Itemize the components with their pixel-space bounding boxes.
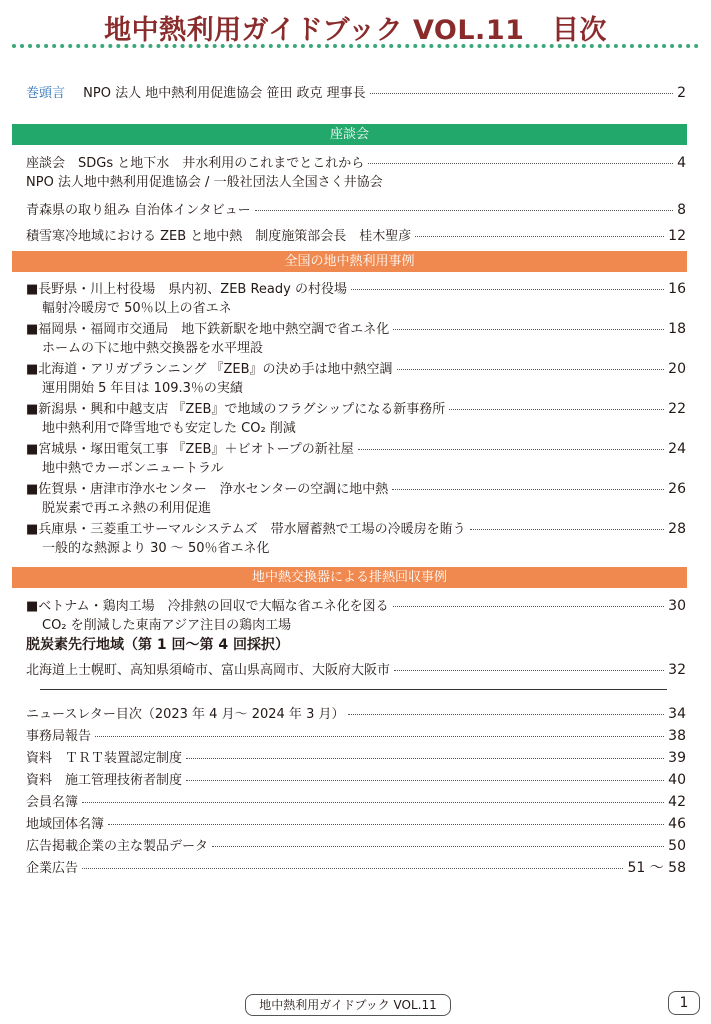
page-ref: 22 — [668, 401, 686, 417]
entry-subtitle: 一般的な熱源より 30 〜 50％省エネ化 — [42, 541, 270, 556]
leader-dots — [368, 163, 673, 164]
page-ref: 39 — [668, 750, 686, 766]
title-divider — [12, 44, 699, 48]
entry-title: ニュースレター目次（2023 年 4 月〜 2024 年 3 月） — [26, 707, 345, 722]
toc-entry[interactable] — [26, 478, 686, 496]
entry-subtitle: CO₂ を削減した東南アジア注目の鶏肉工場 — [42, 618, 292, 633]
page-ref: 12 — [668, 228, 686, 244]
entry-title: 北海道上士幌町、高知県須崎市、富山県高岡市、大阪府大阪市 — [26, 663, 391, 678]
leader-dots — [95, 736, 664, 737]
toc-entry[interactable] — [26, 813, 686, 831]
toc-entry[interactable] — [26, 791, 686, 809]
page-ref: 16 — [668, 281, 686, 297]
entry-title: ■北海道・アリガプランニング 『ZEB』の決め手は地中熱空調 — [26, 362, 393, 377]
page-title: 地中熱利用ガイドブック VOL.11 目次 — [104, 15, 607, 46]
toc-entry[interactable] — [26, 835, 686, 853]
toc-entry[interactable] — [26, 747, 686, 765]
leader-dots — [393, 606, 665, 607]
entry-title: 資料 施工管理技術者制度 — [26, 773, 183, 788]
toc-entry[interactable] — [26, 595, 686, 613]
page-ref: 46 — [668, 816, 686, 832]
page-ref: 32 — [668, 662, 686, 678]
page-ref: 18 — [668, 321, 686, 337]
page-ref: 51 〜 58 — [627, 860, 686, 876]
toc-entry-decarb[interactable] — [26, 659, 686, 677]
toc-entry[interactable] — [26, 318, 686, 336]
leader-dots — [358, 449, 664, 450]
leader-dots — [186, 758, 664, 759]
section-band-exhaust: 地中熱交換器による排熱回収事例 — [12, 567, 687, 588]
section-divider — [40, 689, 667, 690]
leader-dots — [370, 93, 673, 94]
entry-title: 青森県の取り組み 自治体インタビュー — [26, 203, 251, 218]
entry-title: ■兵庫県・三菱重工サーマルシステムズ 帯水層蓄熱で工場の冷暖房を賄う — [26, 522, 466, 537]
toc-entry[interactable] — [26, 438, 686, 456]
entry-subtitle: ホームの下に地中熱交換器を水平埋設 — [42, 341, 264, 356]
page-number: 1 — [668, 991, 700, 1015]
page-ref: 38 — [668, 728, 686, 744]
entry-title: 広告掲載企業の主な製品データ — [26, 839, 209, 854]
entry-title: 会員名簿 — [26, 795, 79, 810]
page-ref: 28 — [668, 521, 686, 537]
entry-subtitle: 地中熱でカーボンニュートラル — [42, 461, 224, 476]
page-ref: 4 — [677, 155, 686, 171]
entry-title: ■ベトナム・鶏肉工場 冷排熱の回収で大幅な省エネ化を図る — [26, 599, 389, 614]
leader-dots — [82, 802, 664, 803]
entry-title: 積雪寒冷地域における ZEB と地中熱 制度施策部会長 桂木聖彦 — [26, 229, 412, 244]
page-ref: 40 — [668, 772, 686, 788]
leader-dots — [348, 714, 664, 715]
entry-subtitle: NPO 法人地中熱利用促進協会 / 一般社団法人全国さく井協会 — [26, 175, 383, 190]
entry-title: 事務局報告 — [26, 729, 92, 744]
toc-entry[interactable] — [26, 518, 686, 536]
entry-title: 企業広告 — [26, 861, 79, 876]
entry-title: ■宮城県・塚田電気工事 『ZEB』＋ビオトープの新社屋 — [26, 442, 354, 457]
leader-dots — [108, 824, 664, 825]
page-ref: 30 — [668, 598, 686, 614]
page-ref: 34 — [668, 706, 686, 722]
toc-entry[interactable] — [26, 725, 686, 743]
toc-entry[interactable] — [26, 278, 686, 296]
preface-label: 巻頭言 — [26, 86, 66, 101]
page-ref: 8 — [677, 202, 686, 218]
footer-publication-label: 地中熱利用ガイドブック VOL.11 — [245, 994, 451, 1016]
entry-title: 座談会 SDGs と地下水 井水利用のこれまでとこれから — [26, 156, 365, 171]
leader-dots — [351, 289, 664, 290]
entry-title: 地域団体名簿 — [26, 817, 105, 832]
toc-entry[interactable] — [26, 857, 686, 875]
preface-text: NPO 法人 地中熱利用促進協会 笹田 政克 理事長 — [83, 86, 366, 101]
entry-subtitle: 運用開始 5 年目は 109.3％の実績 — [42, 381, 243, 396]
leader-dots — [394, 670, 664, 671]
leader-dots — [393, 329, 664, 330]
leader-dots — [449, 409, 664, 410]
toc-entry[interactable] — [26, 152, 686, 170]
entry-title: ■福岡県・福岡市交通局 地下鉄新駅を地中熱空調で省エネ化 — [26, 322, 390, 337]
leader-dots — [82, 868, 623, 869]
page-ref: 50 — [668, 838, 686, 854]
section-band-cases: 全国の地中熱利用事例 — [12, 251, 687, 272]
entry-title: ■長野県・川上村役場 県内初、ZEB Ready の村役場 — [26, 282, 347, 297]
toc-entry[interactable] — [26, 225, 686, 243]
entry-subtitle: 地中熱利用で降雪地でも安定した CO₂ 削減 — [42, 421, 296, 436]
entry-subtitle: 輻射冷暖房で 50％以上の省エネ — [42, 301, 232, 316]
page-ref: 26 — [668, 481, 686, 497]
entry-subtitle: 脱炭素で再エネ熱の利用促進 — [42, 501, 212, 516]
leader-dots — [397, 369, 665, 370]
page-ref: 20 — [668, 361, 686, 377]
toc-entry[interactable] — [26, 769, 686, 787]
page-ref: 24 — [668, 441, 686, 457]
toc-entry[interactable] — [26, 398, 686, 416]
decarb-heading: 脱炭素先行地域（第 1 回〜第 4 回採択） — [26, 637, 289, 653]
entry-title: 資料 ＴＲＴ装置認定制度 — [26, 751, 183, 766]
entry-title: ■佐賀県・唐津市浄水センター 浄水センターの空調に地中熱 — [26, 482, 389, 497]
page-ref: 2 — [677, 85, 686, 101]
leader-dots — [392, 489, 664, 490]
toc-entry[interactable] — [26, 199, 686, 217]
toc-entry[interactable] — [26, 703, 686, 721]
toc-entry-preface[interactable] — [26, 82, 686, 100]
leader-dots — [212, 846, 664, 847]
page-ref: 42 — [668, 794, 686, 810]
leader-dots — [186, 780, 664, 781]
toc-entry[interactable] — [26, 358, 686, 376]
entry-title: ■新潟県・興和中越支店 『ZEB』で地域のフラグシップになる新事務所 — [26, 402, 446, 417]
leader-dots — [255, 210, 673, 211]
leader-dots — [415, 236, 664, 237]
section-band-zadankai: 座談会 — [12, 124, 687, 145]
leader-dots — [470, 529, 665, 530]
